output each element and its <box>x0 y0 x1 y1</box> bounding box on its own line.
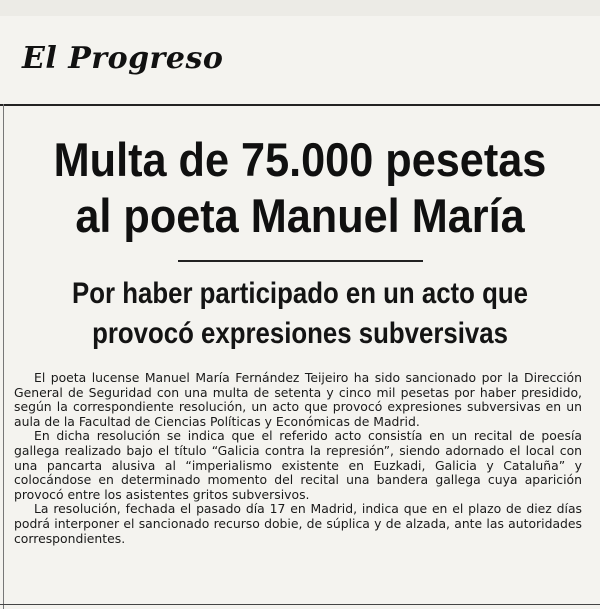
article-paragraph-3: La resolución, fechada el pasado día 17 en Madrid, indica que en el plazo de diez días podrá interponer el sancionado recurso dobie, de súplica y de alzada, ante las autoridades correspondientes. <box>14 501 582 546</box>
top-margin-strip <box>0 0 600 16</box>
masthead-divider <box>0 104 600 106</box>
subhead-line-1: Por haber participado en un acto que <box>72 277 528 310</box>
headline-line-2: al poeta Manuel María <box>75 189 525 242</box>
left-column-rule <box>3 104 4 609</box>
article-paragraph-1: El poeta lucense Manuel María Fernández Teijeiro ha sido sancionado por la Dirección General de Seguridad con una multa de setenta y cinco mil pesetas por haber presidido, según la correspondiente resolución, un acto que provocó expresiones subversivas en un aula de la Facultad de Ciencias Políticas y Económicas de Madrid. <box>14 370 582 429</box>
article-body <box>14 371 582 546</box>
headline-line-1: Multa de 75.000 pesetas <box>53 133 547 186</box>
article-subheadline <box>42 274 558 354</box>
headline-divider <box>178 260 423 262</box>
bottom-divider <box>0 604 600 605</box>
subhead-line-2: provocó expresiones subversivas <box>92 317 508 350</box>
article-paragraph-2: En dicha resolución se indica que el referido acto consistía en un recital de poesía gallega realizado bajo el título “Galicia contra la represión”, siendo adornado el local con una pancarta alusiva al “imperialismo existente en Euzkadi, Galicia y Cataluña” y colocándose en determinado momento del recital una bandera gallega cuya aparición provocó entre los asistentes gritos subversivos. <box>14 428 582 502</box>
article-headline <box>24 132 576 244</box>
newspaper-masthead: El Progreso <box>22 41 224 76</box>
